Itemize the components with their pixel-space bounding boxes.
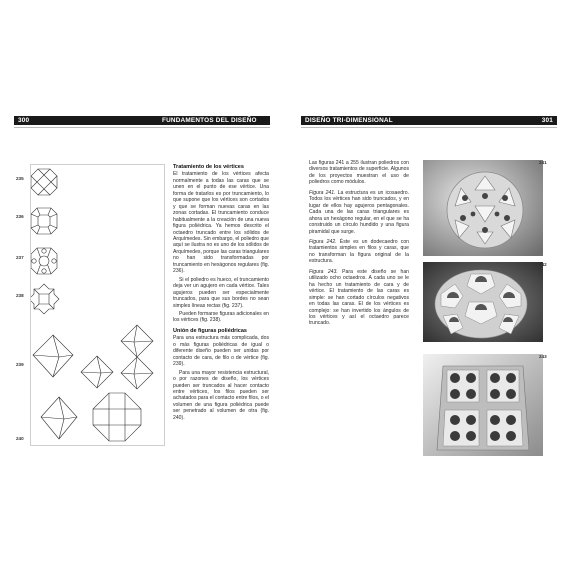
section-heading-union: Unión de figuras poliédricas (173, 327, 247, 334)
polyhedron-238 (31, 284, 59, 314)
header-rule (301, 127, 557, 128)
joined-polyhedra-239 (33, 325, 153, 389)
right-page (285, 0, 570, 570)
figure-number: 238 (16, 293, 24, 298)
photo-octahedra-grid (423, 354, 543, 456)
caption-241 (309, 190, 409, 235)
section-heading-vertices: Tratamiento de los vértices (173, 164, 244, 170)
photo-icosahedron (423, 160, 543, 256)
photo-dodecahedron (423, 262, 543, 342)
caption-243 (309, 269, 409, 327)
left-page-number: 300 (18, 117, 30, 124)
figure-number: 237 (16, 255, 24, 260)
caption-label: Figura 242. (309, 238, 337, 245)
polyhedra-drawings (31, 165, 166, 447)
right-page-header (301, 116, 557, 125)
right-page-title: DISEÑO TRI-DIMENSIONAL (305, 117, 393, 124)
figure-number: 235 (16, 176, 24, 181)
caption-text: Éste es un dodecaedro con tratamientos simples en filos y caras, que no transforman la figura original de la estructura. (309, 238, 409, 265)
caption-text: Para este diseño se han utilizado ocho octaedros. A cada uno se le ha hecho un tratamiento de cara y de vértice. El tratamiento de las caras es simple: se han cortado círculos negativos en todas las caras. El de los vértices es complejo: se han invertido los ángulos de los vértices y así el octaedro parece truncado. (309, 268, 409, 327)
truncated-polyhedron-236 (31, 208, 57, 234)
right-text-column (309, 160, 409, 331)
left-page-title: FUNDAMENTOS DEL DISEÑO (162, 117, 257, 124)
figure-panel (30, 164, 165, 446)
figure-number: 236 (16, 214, 24, 219)
photo-number: 242 (539, 262, 547, 267)
left-text-column (173, 164, 269, 423)
left-page-header (14, 116, 270, 125)
caption-text: La estructura es un icosaedro. Todos los vértices han sido truncados, y en lugar de ellos hay agujeros pentagonales. Cada una de las caras triangulares es ahora un hexágono regular, en el que se ha construido un círculo hundido y una figura piramidal que surge. (309, 189, 409, 235)
photo-number: 243 (539, 354, 547, 359)
paragraph: Si el poliedro es hueco, el truncamiento deja ver un agujero en cada vértice. Tales agujeros pueden ser especialmente truncados, para que sus bordes no sean simples líneas rectas (fig. 237). (173, 276, 269, 309)
hollow-polyhedron-237 (31, 248, 57, 274)
intro-paragraph: Las figuras 241 a 255 ilustran poliedros con diversos tratamientos de superficie. Algunos de los proyectos muestran el uso de poliedros como módulos. (309, 160, 409, 186)
figure-number: 239 (16, 362, 24, 367)
caption-label: Figura 241. (309, 189, 336, 196)
truncated-polyhedron-235 (31, 169, 57, 195)
paragraph: Para una estructura más complicada, dos o más figuras poliédricas de igual o diferente diseño pueden ser unidas por contacto de cara, de filo o de vértice (fig. 239). (173, 335, 269, 368)
right-page-number: 301 (541, 117, 553, 124)
penetrating-polyhedra-240 (41, 393, 141, 441)
paragraph: Pueden formarse figuras adicionales en los vértices (fig. 238). (173, 310, 269, 324)
caption-label: Figura 243. (309, 268, 338, 275)
header-rule (14, 127, 270, 128)
paragraph: El tratamiento de los vértices afecta normalmente a todas las caras que se unen en el punto de ese vértice. Una forma de tratarlos es por truncamiento, lo que supone que los vértices son cortados y que se forman nuevas caras en las zonas cortadas. El truncamiento conduce habitualmente a la creación de una nueva figura poliédrica. Ya hemos descrito el octaedro truncado entre los sólidos de Arquímedes. Sin embargo, el poliedro que aquí se ilustra no es uno de los sólidos de Arquímedes, porque las caras triangulares no han sido transformadas por truncamiento en hexágonos regulares (fig. 236). (173, 171, 269, 275)
caption-242 (309, 239, 409, 265)
figure-number: 240 (16, 436, 24, 441)
paragraph: Para una mayor resistencia estructural, o por razones de diseño, los vértices pueden ser truncados al hacer contacto entre vértices, los filos pueden ser achatados para el contacto entre filos, o el volumen de una figura poliédrica puede ser penetrado al volumen de otra (fig. 240). (173, 369, 269, 421)
photo-number: 241 (539, 160, 547, 165)
